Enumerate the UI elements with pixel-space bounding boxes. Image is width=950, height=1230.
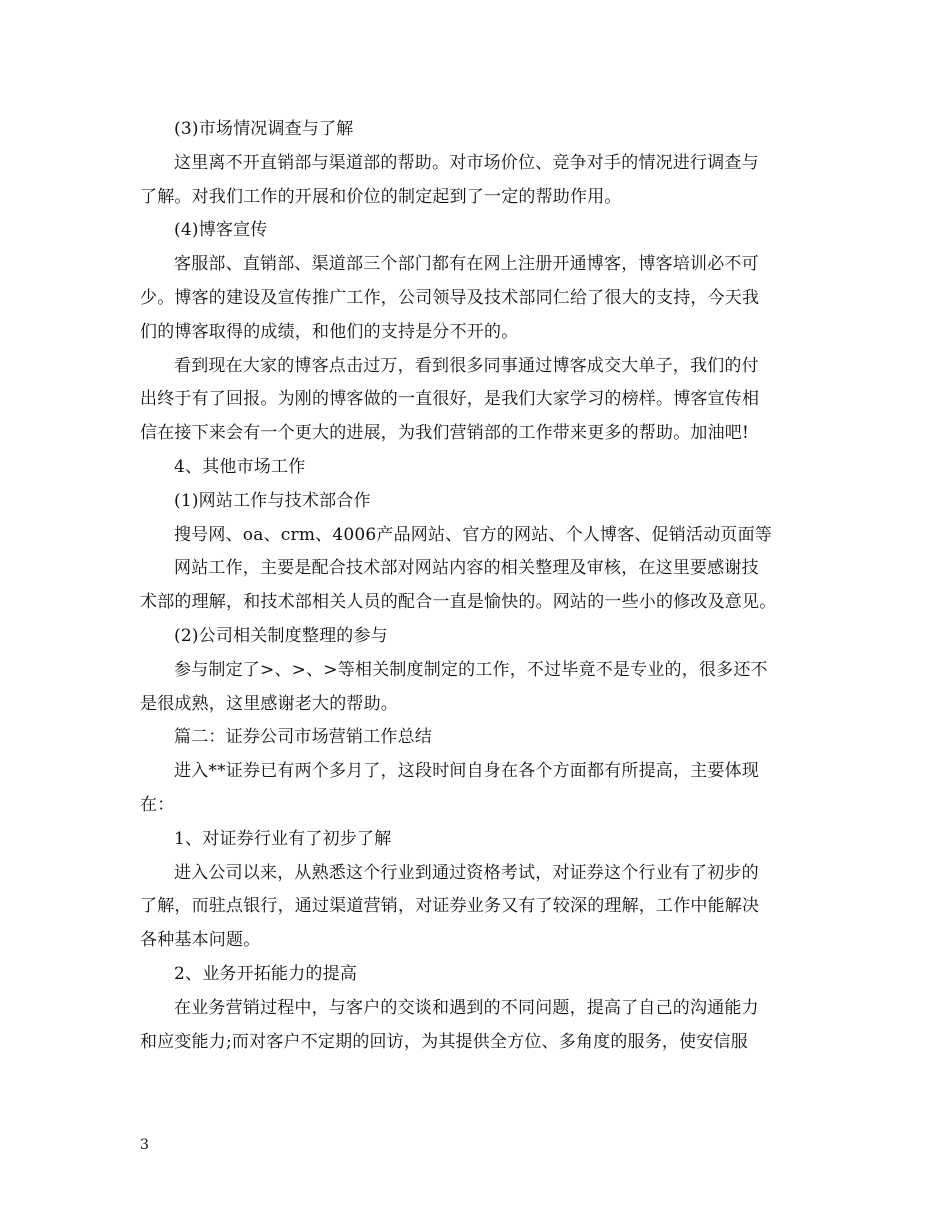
- text-line: 1、对证券行业有了初步了解: [174, 828, 392, 849]
- body-text: [140, 113, 830, 1059]
- text-line: 在业务营销过程中，与客户的交谈和遇到的不同问题，提高了自己的沟通能力: [174, 997, 759, 1018]
- text-line: 进入**证券已有两个多月了，这段时间自身在各个方面都有所提高，主要体现: [174, 761, 759, 782]
- text-line: 了解。对我们工作的开展和价位的制定起到了一定的帮助作用。: [140, 186, 622, 207]
- text-line: (1)网站工作与技术部合作: [174, 490, 371, 511]
- text-line: 篇二：证券公司市场营销工作总结: [174, 727, 432, 748]
- text-line: 在：: [140, 794, 175, 815]
- text-line: 出终于有了回报。为刚的博客做的一直很好，是我们大家学习的榜样。博客宣传相: [140, 389, 760, 410]
- text-line: 参与制定了>、>、>等相关制度制定的工作，不过毕竟不是专业的，很多还不: [174, 659, 768, 680]
- text-line: 2、业务开拓能力的提高: [174, 963, 358, 984]
- text-line: 术部的理解，和技术部相关人员的配合一直是愉快的。网站的一些小的修改及意见。: [140, 592, 777, 613]
- text-line: 们的博客取得的成绩，和他们的支持是分不开的。: [140, 321, 519, 342]
- text-line: 4、其他市场工作: [174, 456, 306, 477]
- text-line: 进入公司以来，从熟悉这个行业到通过资格考试，对证券这个行业有了初步的: [174, 862, 759, 883]
- text-line: (4)博客宣传: [174, 220, 268, 241]
- text-line: 和应变能力;而对客户不定期的回访，为其提供全方位、多角度的服务，使安信服: [140, 1031, 748, 1052]
- text-line: 搜号网、oa、crm、4006产品网站、官方的网站、个人博客、促销活动页面等: [174, 524, 772, 545]
- text-line: 了解，而驻点银行，通过渠道营销，对证券业务又有了较深的理解，工作中能解决: [140, 896, 760, 917]
- text-line: 看到现在大家的博客点击过万，看到很多同事通过博客成交大单子，我们的付: [174, 355, 759, 376]
- text-line: 是很成熟，这里感谢老大的帮助。: [140, 693, 398, 714]
- text-line: (3)市场情况调查与了解: [174, 119, 354, 139]
- text-line: 少。博客的建设及宣传推广工作，公司领导及技术部同仁给了很大的支持，今天我: [140, 287, 760, 308]
- text-line: 信在接下来会有一个更大的进展，为我们营销部的工作带来更多的帮助。加油吧!: [140, 423, 750, 444]
- text-line: 网站工作，主要是配合技术部对网站内容的相关整理及审核，在这里要感谢技: [174, 558, 759, 579]
- text-line: (2)公司相关制度整理的参与: [174, 625, 388, 646]
- text-line: 各种基本问题。: [140, 930, 261, 951]
- text-line: 这里离不开直销部与渠道部的帮助。对市场价位、竞争对手的情况进行调查与: [174, 152, 759, 173]
- text-line: 客服部、直销部、渠道部三个部门都有在网上注册开通博客，博客培训必不可: [174, 254, 759, 275]
- page-number: 3: [140, 1137, 149, 1153]
